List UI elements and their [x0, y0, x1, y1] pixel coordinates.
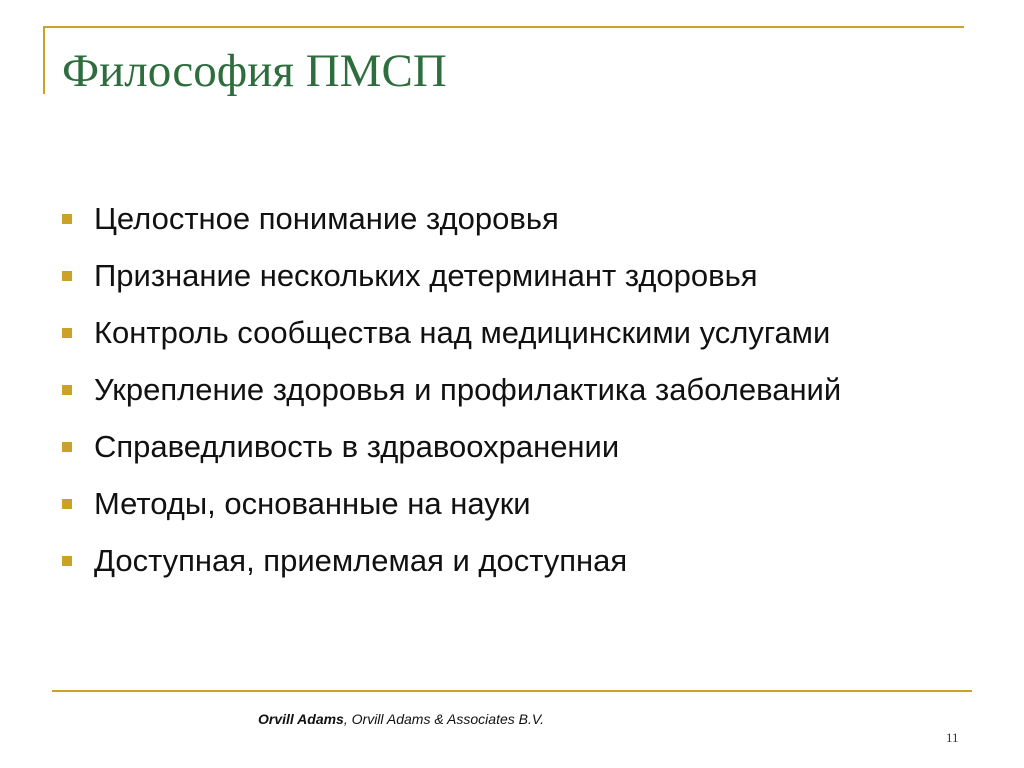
- bullet-item: [62, 418, 992, 475]
- bullet-text: Укрепление здоровья и профилактика заболеваний: [94, 371, 842, 407]
- bullet-text: Признание нескольких детерминант здоровья: [94, 257, 758, 293]
- square-bullet-icon: [62, 271, 72, 281]
- square-bullet-icon: [62, 214, 72, 224]
- footer-organization: , Orvill Adams & Associates B.V.: [343, 711, 545, 727]
- bullet-item: [62, 304, 992, 361]
- bullet-text: Контроль сообщества над медицинскими услугами: [94, 314, 831, 350]
- bullet-item: [62, 361, 992, 418]
- footer-credit: [258, 711, 544, 727]
- footer-author: Orvill Adams: [258, 711, 344, 727]
- bullet-text: Доступная, приемлемая и доступная: [94, 542, 628, 578]
- bullet-item: [62, 190, 992, 247]
- square-bullet-icon: [62, 442, 72, 452]
- square-bullet-icon: [62, 499, 72, 509]
- bullet-item: [62, 532, 992, 589]
- page-number: 11: [946, 730, 959, 745]
- square-bullet-icon: [62, 328, 72, 338]
- bullet-list: [62, 190, 992, 589]
- title-frame-top-rule: [43, 26, 964, 28]
- square-bullet-icon: [62, 385, 72, 395]
- square-bullet-icon: [62, 556, 72, 566]
- slide-title: Философия ПМСП: [62, 45, 447, 97]
- bullet-text: Справедливость в здравоохранении: [94, 428, 620, 464]
- footer-rule: [52, 690, 972, 692]
- bullet-text: Методы, основанные на науки: [94, 485, 531, 521]
- title-frame-left-rule: [43, 26, 45, 94]
- bullet-item: [62, 475, 992, 532]
- bullet-item: [62, 247, 992, 304]
- bullet-text: Целостное понимание здоровья: [94, 200, 559, 236]
